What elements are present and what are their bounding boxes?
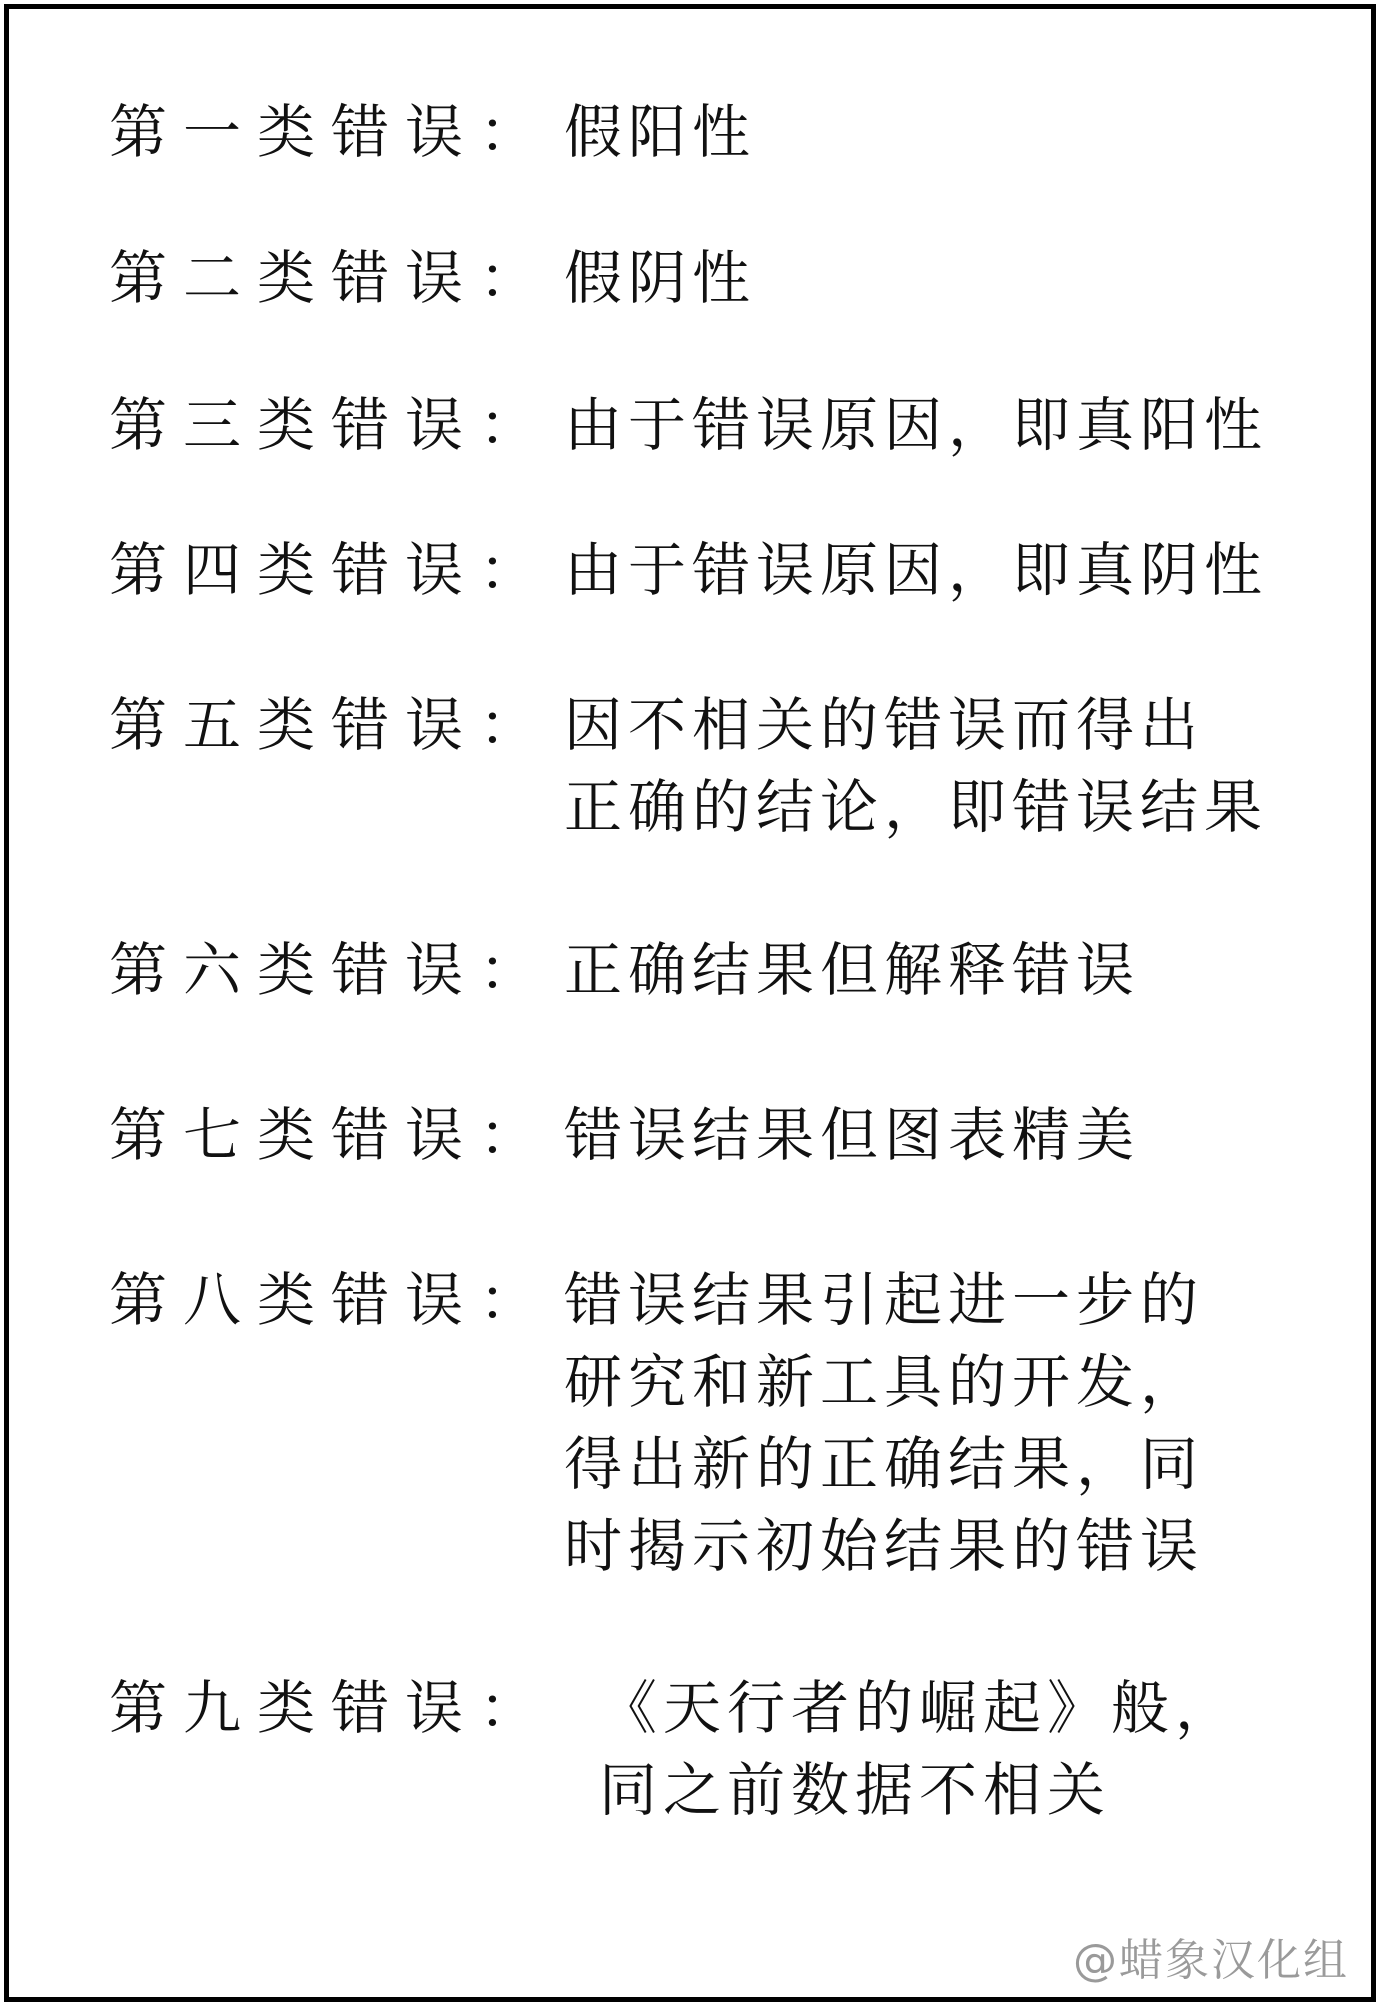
error-label-8: 第八类错误：	[109, 1266, 554, 1334]
error-label-5: 第五类错误：	[109, 691, 554, 759]
error-desc-6: 正确结果但解释错误	[564, 936, 1141, 1004]
error-label-3: 第三类错误：	[109, 391, 554, 459]
comic-panel	[4, 4, 1376, 2002]
error-desc-1: 假阳性	[564, 98, 757, 166]
error-label-6: 第六类错误：	[109, 936, 554, 1004]
error-desc-7: 错误结果但图表精美	[564, 1101, 1141, 1169]
error-desc-3: 由于错误原因，即真阳性	[564, 391, 1269, 459]
error-desc-9: 《天行者的崛起》般， 同之前数据不相关	[599, 1674, 1240, 1824]
error-desc-4: 由于错误原因，即真阴性	[564, 536, 1269, 604]
error-label-9: 第九类错误：	[109, 1674, 554, 1742]
translator-credit: @蜡象汉化组	[1073, 1935, 1349, 1986]
error-desc-5: 因不相关的错误而得出 正确的结论，即错误结果	[564, 691, 1269, 841]
error-desc-8: 错误结果引起进一步的 研究和新工具的开发， 得出新的正确结果，同 时揭示初始结果的错误	[564, 1266, 1205, 1580]
error-label-2: 第二类错误：	[109, 244, 554, 312]
error-label-4: 第四类错误：	[109, 536, 554, 604]
error-label-1: 第一类错误：	[109, 98, 554, 166]
error-desc-2: 假阴性	[564, 244, 757, 312]
error-label-7: 第七类错误：	[109, 1101, 554, 1169]
